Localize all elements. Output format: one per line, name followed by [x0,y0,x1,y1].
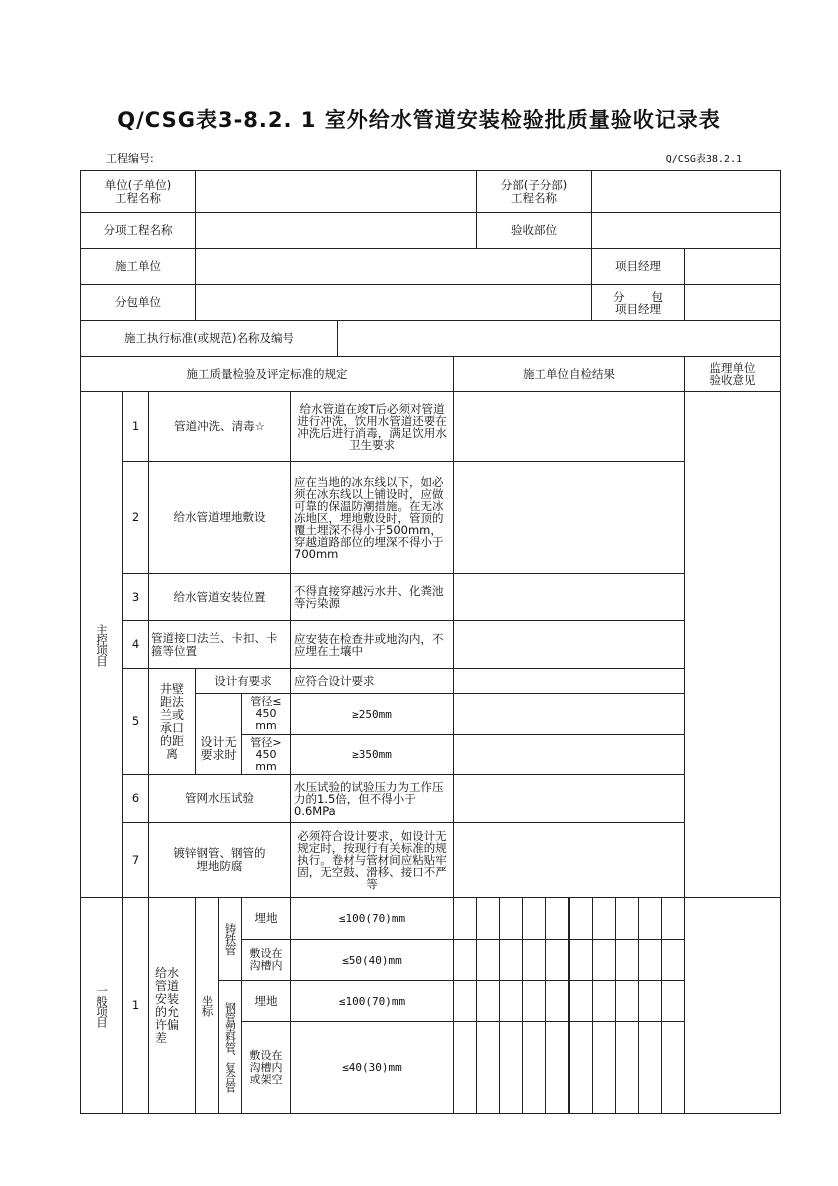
check-cell[interactable] [615,980,639,1022]
check-cell[interactable] [661,897,685,940]
standard-code: Q/CSG表38.2.1 [665,154,742,165]
subcontract-pm-label-top [613,291,663,303]
check-cell[interactable] [545,1021,569,1114]
check-cell[interactable] [638,939,662,981]
check-cell[interactable] [615,939,639,981]
item-2-no: 2 [122,461,149,574]
unit-project-name-field[interactable] [195,170,477,213]
check-cell[interactable] [476,980,500,1022]
item-2-criterion: 应在当地的冰东线以下，如必须在冰东线以上铺设时，应做可靠的保温防潮措施。在无冰冻地区，埋地敷设时，管顶的覆土埋深不得小于500mm，穿越道路部位的埋深不得小于700mm [290,461,454,574]
subcontract-pm-field[interactable] [684,284,781,321]
check-cell[interactable] [638,897,662,940]
cast-iron-buried-condition: 埋地 [241,897,291,940]
page-title: Q/CSG表3-8.2. 1 室外给水管道安装检验批质量验收记录表 [117,108,721,132]
division-project-name-field[interactable] [591,170,781,213]
cast-iron-pipe-label: 铸铁管 [218,897,242,981]
item-3-name: 给水管道安装位置 [148,573,291,621]
check-cell[interactable] [592,980,616,1022]
subitem-project-name-field[interactable] [195,212,477,249]
check-cell[interactable] [661,1021,685,1114]
check-cell[interactable] [522,1021,546,1114]
item-7-self-check[interactable] [453,822,685,898]
construction-unit-label: 施工单位 [80,248,196,285]
general-item-1-name: 给水管道安装的允许偏差 [148,897,196,1114]
item-1-self-check[interactable] [453,391,685,462]
item-4-name: 管道接口法兰、卡扣、卡箍等位置 [148,620,291,669]
general-item-1-no: 1 [122,897,149,1114]
item-5a-self-check[interactable] [453,668,685,694]
check-cell[interactable] [661,939,685,981]
cast-iron-trench-tolerance: ≤50(40)mm [290,939,454,981]
subcontract-pm-a: 分 [613,289,625,304]
item-5b-self-check[interactable] [453,693,685,735]
item-3-no: 3 [122,573,149,621]
self-check-column-header: 施工单位自检结果 [453,356,685,392]
check-cell[interactable] [615,897,639,940]
subcontract-pm-b: 包 [651,289,663,304]
general-supervisor-field[interactable] [684,897,781,1114]
check-cell[interactable] [615,1021,639,1114]
item-6-no: 6 [122,774,149,823]
general-label: 一般项目 [80,897,123,1114]
check-cell[interactable] [661,980,685,1022]
item-7-criterion: 必须符合设计要求，如设计无规定时，按现行有关标准的规执行。卷材与管材间应粘贴牢固，无空鼓、滑移、接口不严等 [290,822,454,898]
item-6-self-check[interactable] [453,774,685,823]
general-sub-name: 坐标 [195,897,219,1114]
item-5-sub-1-label: 管径≤ 450 mm [241,693,291,735]
item-5-design-required-criterion: 应符合设计要求 [290,668,454,694]
acceptance-location-field[interactable] [591,212,781,249]
check-cell[interactable] [499,1021,523,1114]
steel-buried-tolerance: ≤100(70)mm [290,980,454,1022]
item-5-design-not-required: 设计无要求时 [195,693,242,775]
cast-iron-trench-condition: 敷设在 沟槽内 [241,939,291,981]
check-cell[interactable] [569,897,593,940]
check-cell[interactable] [499,897,523,940]
item-5-design-required: 设计有要求 [195,668,291,694]
project-manager-label: 项目经理 [591,248,685,285]
supervisor-column-header: 监理单位 验收意见 [684,356,781,392]
item-2-name: 给水管道埋地敷设 [148,461,291,574]
unit-project-name-label: 单位(子单位) 工程名称 [80,170,196,213]
item-4-self-check[interactable] [453,620,685,669]
item-3-self-check[interactable] [453,573,685,621]
check-cell[interactable] [476,1021,500,1114]
item-7-no: 7 [122,822,149,898]
check-cell[interactable] [638,980,662,1022]
item-4-criterion: 应安装在检查井或地沟内，不应埋在土壤中 [290,620,454,669]
main-control-supervisor-field[interactable] [684,391,781,898]
acceptance-location-label: 验收部位 [476,212,592,249]
check-cell[interactable] [499,980,523,1022]
subcontract-pm-c: 项目经理 [615,301,661,316]
steel-plastic-pipe-label: 钢管塑料管、复合管 [218,980,242,1114]
item-6-name: 管网水压试验 [148,774,291,823]
item-1-criterion: 给水管道在竣T后必须对管道进行冲洗，饮用水管道还要在冲洗后进行消毒，满足饮用水卫生要求 [290,391,454,462]
check-cell[interactable] [545,980,569,1022]
check-cell[interactable] [545,897,569,940]
check-cell[interactable] [453,897,477,940]
item-5-sub-2-label: 管径> 450 mm [241,734,291,775]
check-cell[interactable] [638,1021,662,1114]
subcontract-pm-label [591,284,685,321]
steel-buried-condition: 埋地 [241,980,291,1022]
check-cell[interactable] [592,939,616,981]
subitem-project-name-label: 分项工程名称 [80,212,196,249]
item-5-sub-2-criterion: ≥350mm [290,734,454,775]
steel-trench-tolerance: ≤40(30)mm [290,1021,454,1114]
check-cell[interactable] [522,980,546,1022]
check-cell[interactable] [453,980,477,1022]
check-cell[interactable] [522,897,546,940]
check-cell[interactable] [592,1021,616,1114]
project-code-label: 工程编号: [106,152,154,165]
item-7-name: 镀锌钢管、钢管的 埋地防腐 [148,822,291,898]
construction-unit-field[interactable] [195,248,592,285]
standard-name-field[interactable] [337,320,781,357]
division-project-name-label: 分部(子分部) 工程名称 [476,170,592,213]
item-3-criterion: 不得直接穿越污水井、化粪池等污染源 [290,573,454,621]
item-1-name: 管道冲洗、清毒☆ [148,391,291,462]
main-control-label: 主控项目 [80,391,123,898]
item-5-no: 5 [122,668,149,775]
check-cell[interactable] [569,1021,593,1114]
check-cell[interactable] [453,939,477,981]
item-5-name: 井壁距法兰或承口的距离 [148,668,196,775]
item-5c-self-check[interactable] [453,734,685,775]
check-cell[interactable] [592,897,616,940]
spec-column-header: 施工质量检验及评定标准的规定 [80,356,454,392]
check-cell[interactable] [545,939,569,981]
check-cell[interactable] [476,897,500,940]
steel-trench-condition: 敷设在 沟槽内 或架空 [241,1021,291,1114]
cast-iron-buried-tolerance: ≤100(70)mm [290,897,454,940]
subcontract-unit-label: 分包单位 [80,284,196,321]
standard-name-label: 施工执行标准(或规范)名称及编号 [80,320,338,357]
item-6-criterion: 水压试验的试验压力为工作压力的1.5倍，但不得小于0.6MPa [290,774,454,823]
check-cell[interactable] [476,939,500,981]
check-cell[interactable] [522,939,546,981]
check-cell[interactable] [569,939,593,981]
subcontract-unit-field[interactable] [195,284,592,321]
check-cell[interactable] [499,939,523,981]
item-5-sub-1-criterion: ≥250mm [290,693,454,735]
item-4-no: 4 [122,620,149,669]
item-2-self-check[interactable] [453,461,685,574]
project-manager-field[interactable] [684,248,781,285]
check-cell[interactable] [569,980,593,1022]
check-cell[interactable] [453,1021,477,1114]
item-1-no: 1 [122,391,149,462]
